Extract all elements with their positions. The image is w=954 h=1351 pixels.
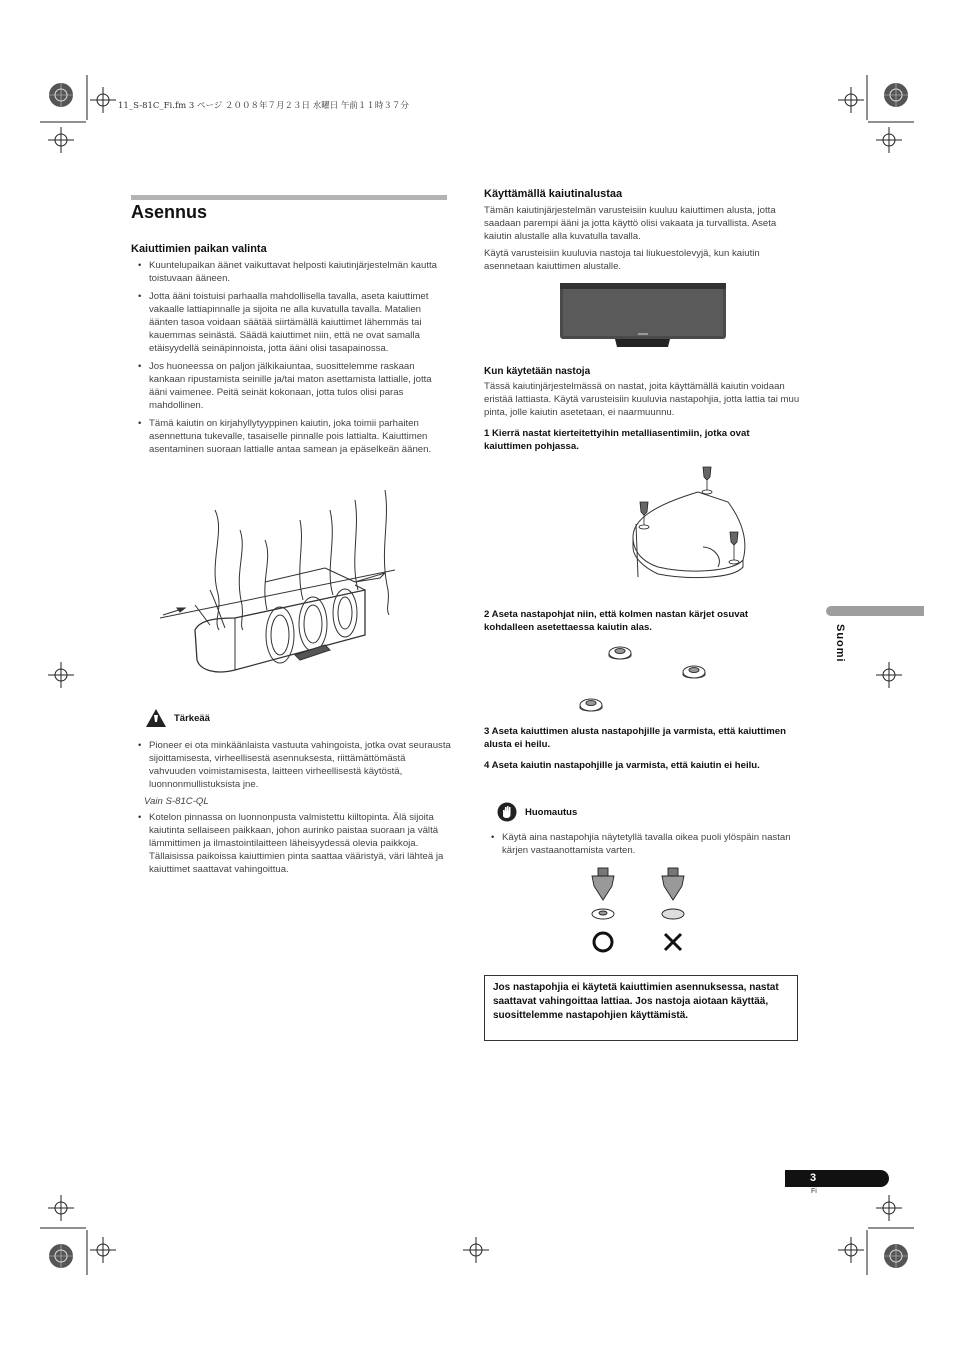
language-tab: [826, 606, 924, 616]
note-list: [484, 831, 800, 862]
note-hand-icon: [497, 802, 517, 822]
step-1: 1 Kierrä nastat kierteitettyihin metalliasentimiin, jotka ovat kaiuttimen pohjassa.: [484, 428, 750, 452]
list-item: • Pioneer ei ota minkäänlaista vastuuta vahingoista, jotka ovat seurausta sijoittamisesta, virheellisestä asennuksesta, riittämättömästä vahvuuden voimistamisesta, laitteen virheellisestä käytöstä, luonnonmullistuksista jne.: [131, 739, 451, 791]
important-list: [131, 739, 451, 796]
print-header: 11_S-81C_Fi.fm 3 ページ ２００８年７月２３日 水曜日 午前１１時３７分: [118, 101, 409, 111]
important-title: Tärkeää: [174, 713, 210, 724]
spike-base-illustration: [628, 462, 752, 584]
page-language: Fi: [811, 1188, 817, 1195]
list-item: • Jos huoneessa on paljon jälkikaiuntaa, suosittelemme raskaan kankaan ripustamista seinille ja/tai maton asettamista lattialle, jotta ääni vaimenee. Peitä seinät kokonaan, jotta tulos olisi paras mahdollinen.: [131, 360, 451, 412]
list-item: • Kuuntelupaikan äänet vaikuttavat helposti kaiutinjärjestelmän kautta toistuvaan ääneen.: [131, 259, 451, 285]
language-tab-label: Suomi: [834, 624, 846, 663]
spike-base-icon: [578, 696, 604, 714]
spike-orientation-illustration: [585, 866, 697, 956]
page-number: 3: [810, 1172, 817, 1184]
step-3: 3 Aseta kaiuttimen alusta nastapohjille ja varmista, että kaiuttimen alusta ei heilu.: [484, 726, 786, 750]
page-number-pill: [785, 1170, 889, 1187]
list-item: • Jotta ääni toistuisi parhaalla mahdollisella tavalla, aseta kaiuttimet vakaalle lattiapinnalle ja sijoita ne alla kuvatulla tavalla. Matalien äänten tasoa voidaan säätää siirtämällä kaiuttimet lähemmäs tai kauemmas seinästä. Säädä kaiuttimet niin, että ne ovat samalla etäisyydellä seinäpinnoista, jotta ääni olisi tasapainossa.: [131, 290, 451, 355]
warning-icon: [145, 708, 167, 728]
step-4: 4 Aseta kaiutin nastapohjille ja varmista, että kaiutin ei heilu.: [484, 760, 760, 771]
speaker-stand-illustration: [560, 283, 726, 349]
placement-list: [131, 259, 451, 461]
list-item: • Käytä aina nastapohjia näytetyllä tavalla oikea puoli ylöspäin nastan kärjen vastaanottamista varten.: [484, 831, 800, 857]
correct-icon: [594, 933, 612, 951]
subheading: Kun käytetään nastoja: [484, 366, 591, 377]
page-title: Asennus: [131, 202, 208, 222]
paragraph: Käytä varusteisiin kuuluvia nastoja tai liukuestolevyjä, kun kaiutin asennetaan kaiuttimen alustalle.: [484, 248, 760, 272]
incorrect-icon: [665, 934, 681, 950]
speaker-placement-illustration: [155, 490, 405, 695]
spike-base-icon: [681, 663, 707, 681]
list-item: • Tämä kaiutin on kirjahyllytyyppinen kaiutin, joka toimii parhaiten asennettuna tukevalle, tasaiselle pinnalle pois lattialta. Kaiuttimen asentaminen suoraan lattialle antaa samean ja epäselkeän äänen.: [131, 417, 451, 456]
spike-base-icon: [607, 644, 633, 662]
paragraph: Tässä kaiutinjärjestelmässä on nastat, joita käyttämällä kaiutin voidaan eristää lattiasta. Käytä varusteisiin kuuluvia nastapohjia, jotta lattia tai muu pinta, jolle kaiutin asetetaan, ei naarmuunnu.: [484, 381, 800, 418]
list-item: • Kotelon pinnassa on luonnonpusta valmistettu kiiltopinta. Älä sijoita kaiutinta sellaiseen paikkaan, johon aurinko paistaa suoraan ja vältä lämmittimen ja ilmastointilaitteen läheisyydessä olevia paikkoja. Tällaisissa paikoissa kaiuttimien pinta saattaa vääristyä, väri lähteä ja kaiuttimet saattavat vahingoittua.: [131, 811, 451, 876]
model-list: [131, 811, 451, 881]
note-title: Huomautus: [525, 807, 578, 818]
warning-box: Jos nastapohjia ei käytetä kaiuttimien asennuksessa, nastat saattavat vahingoittaa lattiaa. Jos nastoja aiotaan käyttää, suosittelemme nastapohjien käyttämistä.: [484, 975, 798, 1041]
model-note: Vain S-81C-QL: [144, 796, 209, 807]
section-heading: Kaiuttimien paikan valinta: [131, 243, 267, 255]
section-heading: Käyttämällä kaiutinalustaa: [484, 188, 623, 200]
step-2: 2 Aseta nastapohjat niin, että kolmen nastan kärjet osuvat kohdalleen asetettaessa kaiutin alas.: [484, 609, 749, 633]
paragraph: Tämän kaiutinjärjestelmän varusteisiin kuuluu kaiuttimen alusta, jotta saadaan parempi ääni ja jotta käyttö olisi vakaata ja turvallista. Aseta kaiutin alustalle alla kuvatulla tavalla.: [484, 205, 777, 242]
section-bar: [131, 195, 447, 200]
